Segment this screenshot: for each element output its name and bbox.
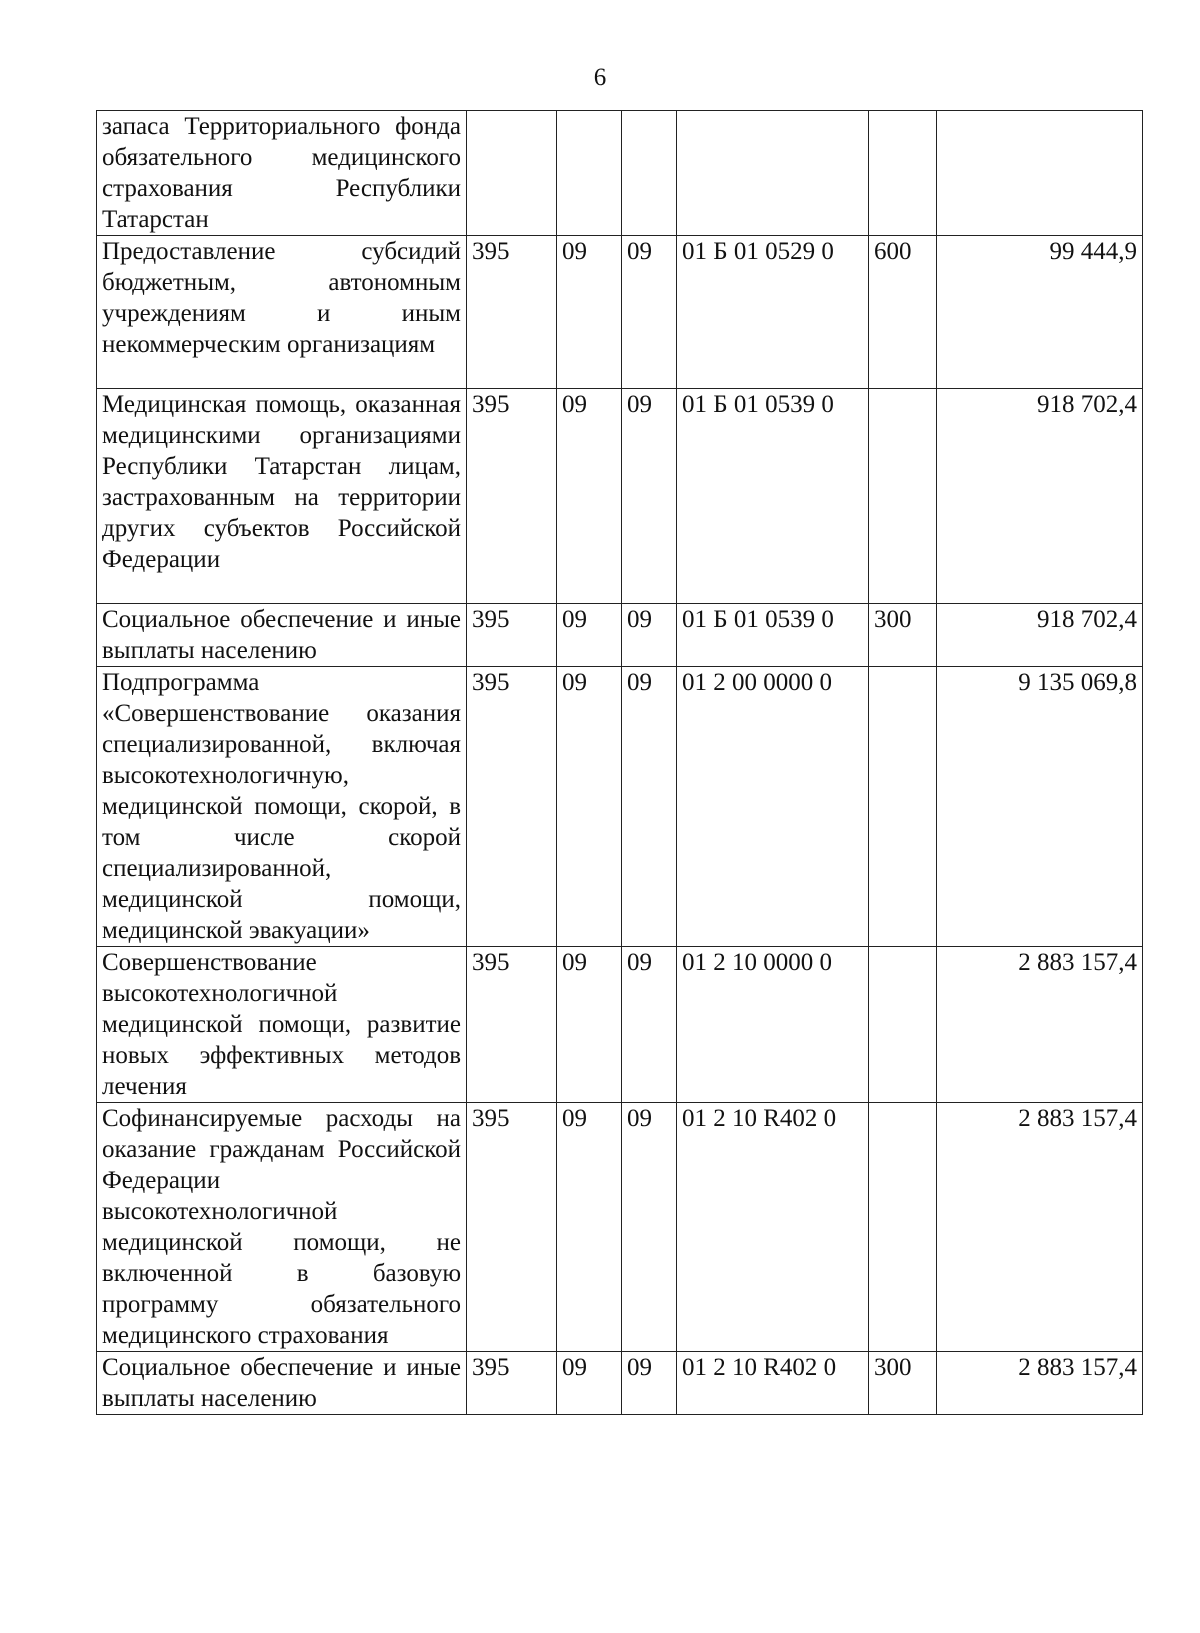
- row-subsection-code: 09: [622, 947, 677, 1103]
- row-target-article: 01 Б 01 0539 0: [677, 604, 869, 667]
- row-section-code: 09: [557, 389, 622, 604]
- row-subsection-code: 09: [622, 604, 677, 667]
- row-target-article: 01 2 10 R402 0: [677, 1103, 869, 1352]
- row-amount: 9 135 069,8: [937, 667, 1143, 947]
- row-subsection-code: 09: [622, 236, 677, 389]
- row-ministry-code: 395: [467, 236, 557, 389]
- row-description: Подпрограмма «Совершенствование оказания специализированной, включая высокотехнологичную, медицинской помощи, скорой, в том числе скорой специализированной, медицинской помощи, медицинской эвакуации»: [97, 667, 467, 947]
- table-body: [97, 111, 1143, 1415]
- row-description: запаса Территориального фонда обязательного медицинского страхования Республики Татарстан: [97, 111, 467, 236]
- row-expense-type: 300: [869, 1352, 937, 1415]
- row-amount: 918 702,4: [937, 389, 1143, 604]
- row-target-article: [677, 111, 869, 236]
- row-target-article: 01 Б 01 0539 0: [677, 389, 869, 604]
- row-subsection-code: 09: [622, 1103, 677, 1352]
- row-subsection-code: [622, 111, 677, 236]
- row-section-code: 09: [557, 604, 622, 667]
- row-description: Социальное обеспечение и иные выплаты населению: [97, 1352, 467, 1415]
- row-ministry-code: 395: [467, 1103, 557, 1352]
- table-row: [97, 389, 1143, 604]
- row-ministry-code: [467, 111, 557, 236]
- row-amount: 2 883 157,4: [937, 1352, 1143, 1415]
- row-target-article: 01 2 10 0000 0: [677, 947, 869, 1103]
- row-ministry-code: 395: [467, 947, 557, 1103]
- row-section-code: 09: [557, 236, 622, 389]
- row-amount: 2 883 157,4: [937, 1103, 1143, 1352]
- row-amount: 2 883 157,4: [937, 947, 1143, 1103]
- table-row: [97, 111, 1143, 236]
- row-expense-type: [869, 389, 937, 604]
- row-target-article: 01 2 00 0000 0: [677, 667, 869, 947]
- table-row: [97, 604, 1143, 667]
- row-subsection-code: 09: [622, 389, 677, 604]
- row-amount: 918 702,4: [937, 604, 1143, 667]
- row-expense-type: [869, 111, 937, 236]
- row-expense-type: 600: [869, 236, 937, 389]
- row-expense-type: 300: [869, 604, 937, 667]
- row-expense-type: [869, 667, 937, 947]
- budget-table: [96, 110, 1143, 1415]
- row-subsection-code: 09: [622, 667, 677, 947]
- row-section-code: 09: [557, 1352, 622, 1415]
- row-description: Софинансируемые расходы на оказание гражданам Российской Федерации высокотехнологичной медицинской помощи, не включенной в базовую программу обязательного медицинского страхования: [97, 1103, 467, 1352]
- table-row: [97, 236, 1143, 389]
- table-row: [97, 667, 1143, 947]
- row-ministry-code: 395: [467, 389, 557, 604]
- row-subsection-code: 09: [622, 1352, 677, 1415]
- row-section-code: 09: [557, 947, 622, 1103]
- row-description: Социальное обеспечение и иные выплаты населению: [97, 604, 467, 667]
- row-ministry-code: 395: [467, 667, 557, 947]
- row-section-code: [557, 111, 622, 236]
- row-description: Совершенствование высокотехнологичной медицинской помощи, развитие новых эффективных методов лечения: [97, 947, 467, 1103]
- table-row: [97, 1352, 1143, 1415]
- page-number: 6: [593, 64, 607, 91]
- row-description: Медицинская помощь, оказанная медицинскими организациями Республики Татарстан лицам, застрахованным на территории других субъектов Российской Федерации: [97, 389, 467, 604]
- row-expense-type: [869, 947, 937, 1103]
- row-expense-type: [869, 1103, 937, 1352]
- table-row: [97, 947, 1143, 1103]
- row-ministry-code: 395: [467, 604, 557, 667]
- row-section-code: 09: [557, 667, 622, 947]
- row-ministry-code: 395: [467, 1352, 557, 1415]
- row-amount: [937, 111, 1143, 236]
- row-target-article: 01 2 10 R402 0: [677, 1352, 869, 1415]
- table-row: [97, 1103, 1143, 1352]
- row-amount: 99 444,9: [937, 236, 1143, 389]
- row-section-code: 09: [557, 1103, 622, 1352]
- row-target-article: 01 Б 01 0529 0: [677, 236, 869, 389]
- row-description: Предоставление субсидий бюджетным, автономным учреждениям и иным некоммерческим организациям: [97, 236, 467, 389]
